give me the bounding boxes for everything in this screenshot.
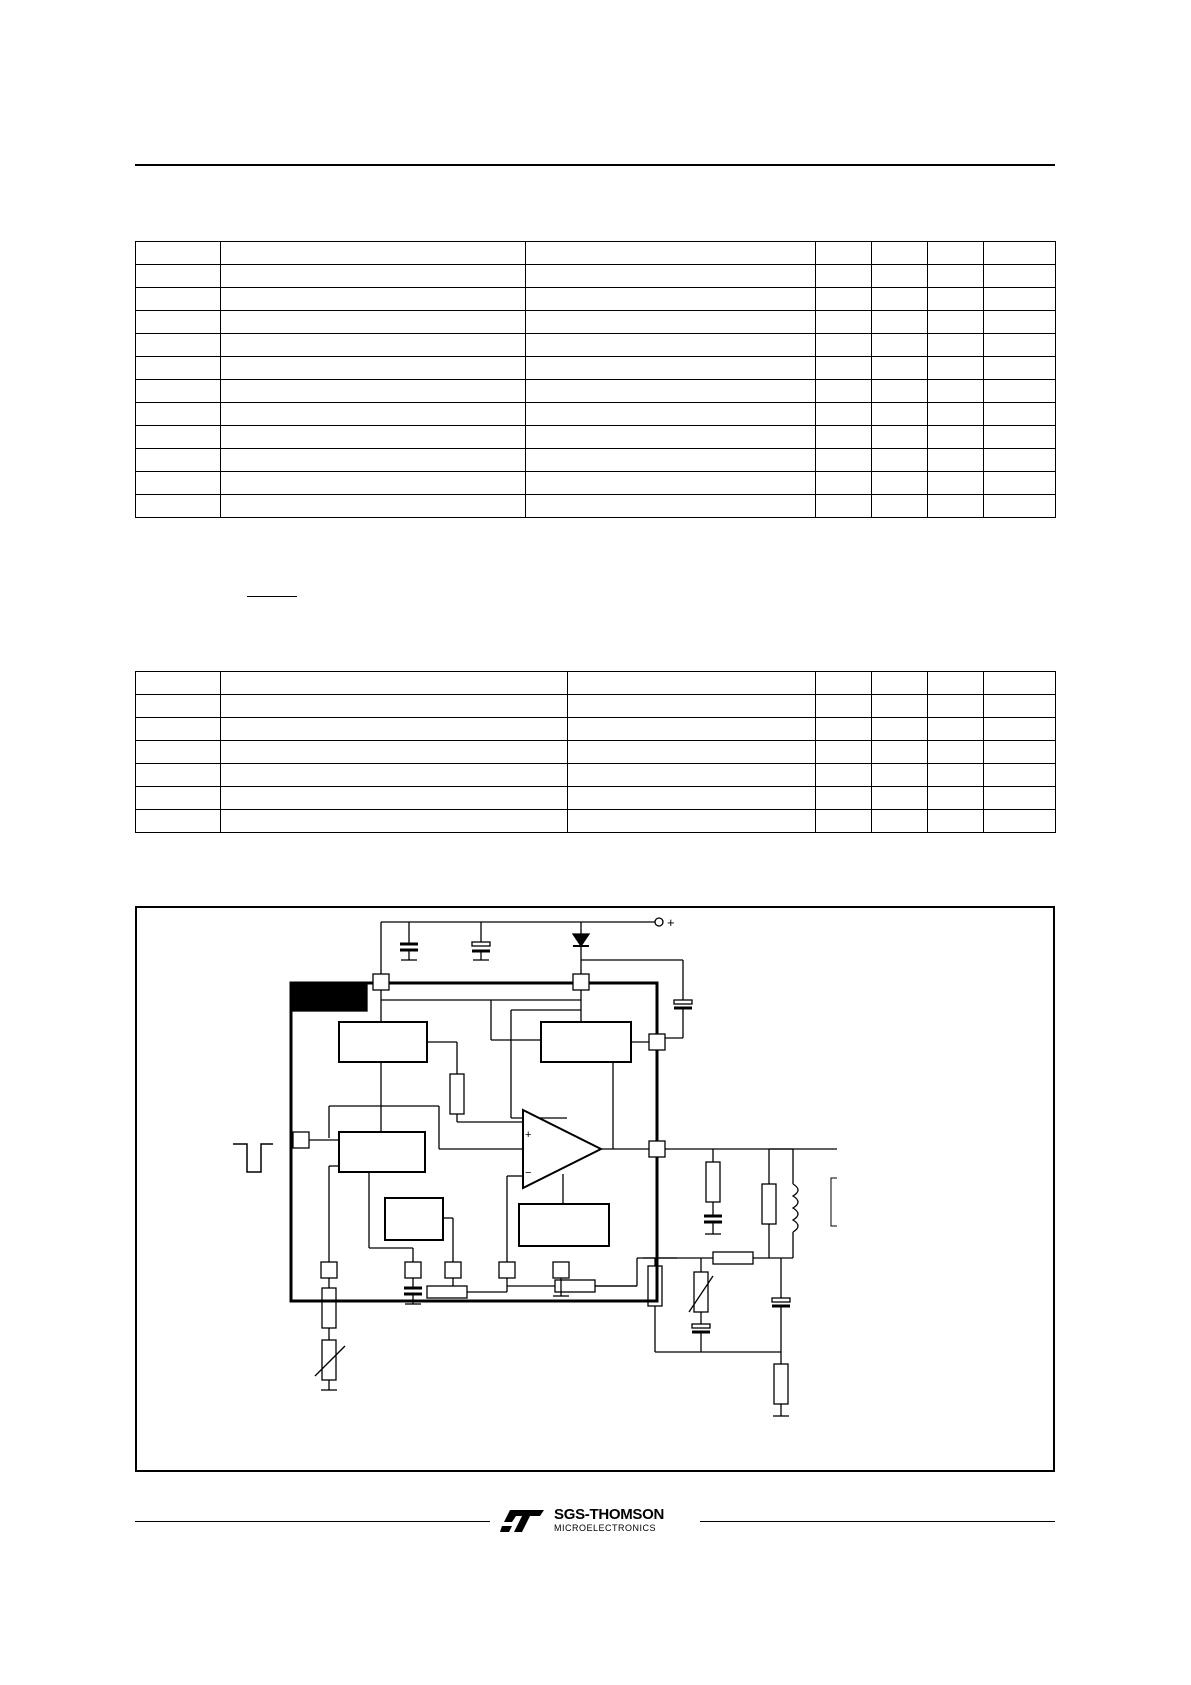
table-row (136, 787, 1056, 810)
table-2 (135, 671, 1056, 833)
table-row (136, 741, 1056, 764)
svg-text:−: − (525, 1167, 532, 1179)
table-row (136, 810, 1056, 833)
header-rule (135, 164, 1055, 166)
underline-mark (247, 596, 297, 597)
table-row (136, 380, 1056, 403)
ic-label-block (291, 983, 367, 1011)
table-row (136, 334, 1056, 357)
table-row (136, 718, 1056, 741)
table-row (136, 242, 1056, 265)
circuit-diagram-frame (135, 906, 1055, 1472)
ic-outline (291, 983, 657, 1301)
table-1 (135, 241, 1056, 518)
footer-rule-left (135, 1521, 490, 1522)
footer-rule-right (700, 1521, 1055, 1522)
footer-brand-sub: MICROELECTRONICS (554, 1523, 657, 1533)
st-logo-icon (500, 1508, 546, 1534)
table-row (136, 764, 1056, 787)
table-row (136, 357, 1056, 380)
circuit-diagram (137, 908, 1053, 1470)
table-row (136, 403, 1056, 426)
footer-brand: SGS-THOMSON (554, 1506, 665, 1523)
table-row (136, 472, 1056, 495)
table-row (136, 311, 1056, 334)
svg-text:+: + (525, 1129, 532, 1141)
table-row (136, 288, 1056, 311)
table-row (136, 265, 1056, 288)
table-row (136, 672, 1056, 695)
table-row (136, 695, 1056, 718)
table-row (136, 495, 1056, 518)
table-row (136, 449, 1056, 472)
supply-plus-label: + (667, 915, 675, 930)
table-row (136, 426, 1056, 449)
